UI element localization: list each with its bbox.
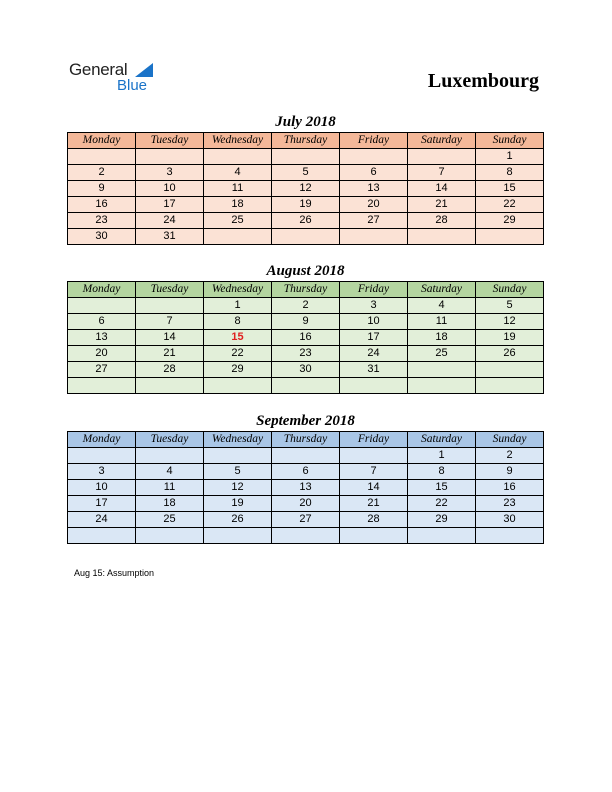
week-row (68, 528, 544, 544)
day-cell: 26 (476, 346, 544, 362)
day-cell: 15 (408, 480, 476, 496)
weekday-header: Monday (68, 432, 136, 448)
day-cell: 13 (68, 330, 136, 346)
day-cell: 15 (476, 181, 544, 197)
day-cell: 23 (476, 496, 544, 512)
day-cell (476, 528, 544, 544)
day-cell (272, 448, 340, 464)
month-july (67, 112, 544, 245)
day-cell: 27 (68, 362, 136, 378)
calendar-table (67, 132, 544, 245)
day-cell: 10 (136, 181, 204, 197)
day-cell: 6 (340, 165, 408, 181)
day-cell: 7 (408, 165, 476, 181)
weekday-header: Friday (340, 282, 408, 298)
day-cell (68, 298, 136, 314)
day-cell: 6 (272, 464, 340, 480)
week-row (68, 448, 544, 464)
day-cell (408, 229, 476, 245)
logo-text-general: General (69, 60, 128, 79)
day-cell: 11 (204, 181, 272, 197)
week-row (68, 229, 544, 245)
day-cell (476, 378, 544, 394)
day-cell: 8 (476, 165, 544, 181)
day-cell: 4 (408, 298, 476, 314)
day-cell: 10 (68, 480, 136, 496)
day-cell: 28 (408, 213, 476, 229)
weekday-header: Tuesday (136, 133, 204, 149)
day-cell: 17 (136, 197, 204, 213)
week-row (68, 378, 544, 394)
day-cell (68, 149, 136, 165)
weekday-header-row (68, 282, 544, 298)
week-row (68, 165, 544, 181)
weekday-header: Monday (68, 282, 136, 298)
day-cell (408, 149, 476, 165)
day-cell: 11 (408, 314, 476, 330)
day-cell: 24 (340, 346, 408, 362)
weekday-header: Saturday (408, 432, 476, 448)
day-cell: 7 (340, 464, 408, 480)
week-row (68, 149, 544, 165)
week-row (68, 330, 544, 346)
day-cell: 9 (68, 181, 136, 197)
day-cell: 17 (68, 496, 136, 512)
week-row (68, 314, 544, 330)
day-cell: 20 (272, 496, 340, 512)
weekday-header: Tuesday (136, 282, 204, 298)
country-title: Luxembourg (427, 70, 539, 92)
day-cell: 4 (204, 165, 272, 181)
day-cell (272, 378, 340, 394)
day-cell (136, 448, 204, 464)
day-cell (204, 229, 272, 245)
day-cell: 25 (136, 512, 204, 528)
day-cell: 29 (408, 512, 476, 528)
day-cell (476, 362, 544, 378)
weekday-header-row (68, 133, 544, 149)
weekday-header: Wednesday (204, 432, 272, 448)
day-cell (340, 528, 408, 544)
day-cell (272, 149, 340, 165)
day-cell: 27 (340, 213, 408, 229)
day-cell: 20 (68, 346, 136, 362)
day-cell: 22 (204, 346, 272, 362)
day-cell: 18 (136, 496, 204, 512)
month-title: September 2018 (256, 413, 355, 429)
weekday-header-row (68, 432, 544, 448)
day-cell (68, 378, 136, 394)
day-cell (136, 298, 204, 314)
weekday-header: Saturday (408, 282, 476, 298)
day-cell: 5 (204, 464, 272, 480)
day-cell: 4 (136, 464, 204, 480)
weekday-header: Thursday (272, 133, 340, 149)
day-cell: 3 (136, 165, 204, 181)
weekday-header: Sunday (476, 282, 544, 298)
day-cell: 18 (204, 197, 272, 213)
day-cell: 29 (204, 362, 272, 378)
day-cell: 12 (272, 181, 340, 197)
weekday-header: Friday (340, 133, 408, 149)
day-cell (476, 229, 544, 245)
week-row (68, 346, 544, 362)
day-cell: 10 (340, 314, 408, 330)
logo (69, 60, 169, 96)
day-cell: 30 (476, 512, 544, 528)
day-cell (340, 229, 408, 245)
weekday-header: Saturday (408, 133, 476, 149)
weekday-header: Wednesday (204, 282, 272, 298)
weekday-header: Friday (340, 432, 408, 448)
day-cell (204, 448, 272, 464)
day-cell: 7 (136, 314, 204, 330)
month-september (67, 411, 544, 544)
day-cell: 16 (68, 197, 136, 213)
day-cell: 25 (408, 346, 476, 362)
week-row (68, 362, 544, 378)
day-cell (340, 448, 408, 464)
calendar-table (67, 431, 544, 544)
day-cell: 8 (204, 314, 272, 330)
day-cell: 19 (204, 496, 272, 512)
day-cell: 14 (136, 330, 204, 346)
day-cell: 27 (272, 512, 340, 528)
logo-triangle-icon (135, 63, 153, 77)
day-cell: 29 (476, 213, 544, 229)
day-cell (68, 528, 136, 544)
calendar-table (67, 281, 544, 394)
day-cell: 6 (68, 314, 136, 330)
day-cell: 14 (408, 181, 476, 197)
week-row (68, 181, 544, 197)
day-cell: 13 (272, 480, 340, 496)
day-cell: 9 (476, 464, 544, 480)
day-cell: 31 (136, 229, 204, 245)
day-cell: 14 (340, 480, 408, 496)
day-cell: 22 (476, 197, 544, 213)
day-cell: 9 (272, 314, 340, 330)
day-cell: 23 (68, 213, 136, 229)
week-row (68, 512, 544, 528)
day-cell: 26 (272, 213, 340, 229)
day-cell: 18 (408, 330, 476, 346)
day-cell: 12 (476, 314, 544, 330)
day-cell: 21 (408, 197, 476, 213)
day-cell: 5 (476, 298, 544, 314)
day-cell: 16 (272, 330, 340, 346)
day-cell: 2 (68, 165, 136, 181)
day-cell: 23 (272, 346, 340, 362)
day-cell (408, 528, 476, 544)
day-cell: 22 (408, 496, 476, 512)
weekday-header: Wednesday (204, 133, 272, 149)
day-cell: 5 (272, 165, 340, 181)
day-cell: 19 (476, 330, 544, 346)
day-cell: 16 (476, 480, 544, 496)
day-cell: 3 (340, 298, 408, 314)
day-cell: 2 (272, 298, 340, 314)
holiday-note: Aug 15: Assumption (74, 568, 155, 578)
day-cell: 17 (340, 330, 408, 346)
day-cell: 24 (68, 512, 136, 528)
week-row (68, 298, 544, 314)
day-cell (340, 378, 408, 394)
day-cell: 20 (340, 197, 408, 213)
day-cell (136, 528, 204, 544)
day-cell (204, 378, 272, 394)
week-row (68, 464, 544, 480)
day-cell (136, 149, 204, 165)
weekday-header: Thursday (272, 282, 340, 298)
day-cell: 28 (340, 512, 408, 528)
week-row (68, 480, 544, 496)
day-cell: 1 (476, 149, 544, 165)
day-cell: 1 (204, 298, 272, 314)
day-cell: 2 (476, 448, 544, 464)
day-cell (408, 378, 476, 394)
month-august (67, 261, 544, 394)
weekday-header: Thursday (272, 432, 340, 448)
week-row (68, 197, 544, 213)
day-cell: 3 (68, 464, 136, 480)
day-cell: 1 (408, 448, 476, 464)
weekday-header: Sunday (476, 133, 544, 149)
day-cell: 26 (204, 512, 272, 528)
day-cell: 11 (136, 480, 204, 496)
day-cell: 25 (204, 213, 272, 229)
day-cell: 8 (408, 464, 476, 480)
day-cell: 12 (204, 480, 272, 496)
day-cell: 30 (68, 229, 136, 245)
week-row (68, 496, 544, 512)
month-title: July 2018 (275, 114, 336, 130)
weekday-header: Monday (68, 133, 136, 149)
day-cell: 24 (136, 213, 204, 229)
week-row (68, 213, 544, 229)
day-cell: 19 (272, 197, 340, 213)
day-cell: 31 (340, 362, 408, 378)
day-cell: 28 (136, 362, 204, 378)
day-cell (272, 229, 340, 245)
day-cell: 21 (136, 346, 204, 362)
month-title: August 2018 (266, 263, 345, 279)
day-cell (68, 448, 136, 464)
logo-text-blue: Blue (117, 77, 148, 94)
day-cell (204, 528, 272, 544)
day-cell (408, 362, 476, 378)
day-cell (136, 378, 204, 394)
day-cell (340, 149, 408, 165)
day-cell (204, 149, 272, 165)
day-cell: 21 (340, 496, 408, 512)
weekday-header: Sunday (476, 432, 544, 448)
day-cell (272, 528, 340, 544)
weekday-header: Tuesday (136, 432, 204, 448)
day-cell: 15 (204, 330, 272, 346)
day-cell: 30 (272, 362, 340, 378)
day-cell: 13 (340, 181, 408, 197)
